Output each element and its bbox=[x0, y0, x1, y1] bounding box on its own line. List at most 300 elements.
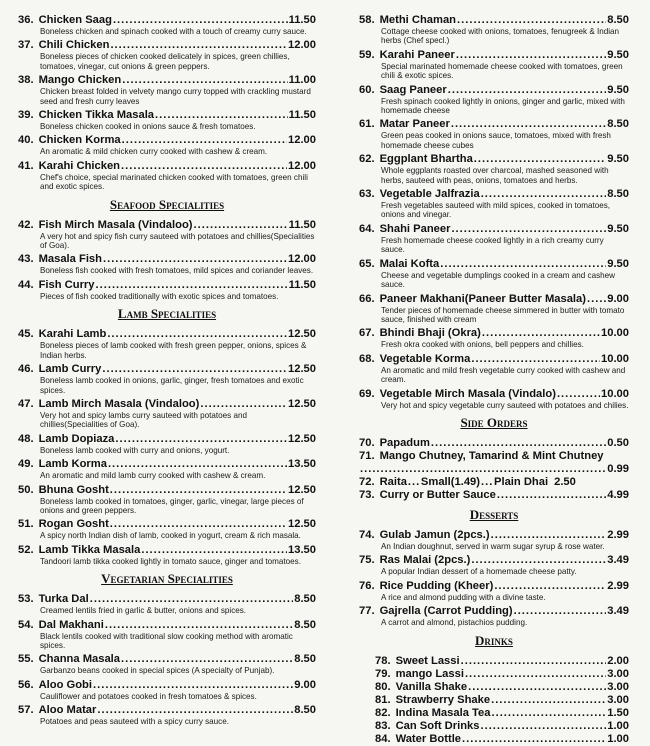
menu-item bbox=[359, 580, 629, 602]
menu-item bbox=[359, 655, 629, 668]
item-price: 8.50 bbox=[294, 653, 316, 666]
item-name: Masala Fish bbox=[38, 253, 102, 266]
leader-dots bbox=[494, 580, 606, 593]
item-number: 71. bbox=[359, 449, 375, 462]
item-number: 68. bbox=[359, 352, 375, 365]
menu-item bbox=[359, 668, 629, 681]
item-description: Cheese and vegetable dumplings cooked in a cream and cashew sauce. bbox=[381, 270, 615, 290]
item-price: 1.00 bbox=[607, 719, 629, 732]
item-price: 3.49 bbox=[607, 605, 629, 618]
item-description: Chef's choice, special marinated chicken cooked with tomatoes, green chili and exotic spices. bbox=[40, 172, 308, 192]
item-name: Vegetable Jalfrazia bbox=[379, 188, 480, 201]
menu-item bbox=[359, 388, 629, 410]
item-name: Chicken Korma bbox=[38, 134, 121, 147]
item-number: 54. bbox=[18, 618, 34, 631]
item-price: 3.49 bbox=[607, 554, 629, 567]
menu-item bbox=[359, 188, 629, 220]
menu-item bbox=[18, 134, 316, 156]
leader-dots bbox=[491, 529, 607, 542]
item-description: Pieces of fish cooked traditionally with exotic spices and tomatoes. bbox=[40, 291, 279, 301]
item-description: Tandoori lamb tikka cooked lightly in tomato sauce, ginger and tomatoes. bbox=[40, 556, 301, 566]
leader-dots bbox=[514, 605, 607, 618]
side-orders-heading: Side Orders bbox=[460, 414, 528, 430]
item-price: 4.99 bbox=[607, 488, 629, 501]
leader-dots bbox=[110, 518, 287, 531]
item-number: 66. bbox=[359, 292, 375, 305]
item-description: An aromatic and mild fresh vegetable curry cooked with cashew and cream. bbox=[381, 365, 626, 385]
leader-dots bbox=[200, 398, 287, 411]
item-number: 39. bbox=[18, 109, 34, 122]
item-price: 12.00 bbox=[288, 134, 316, 147]
item-name: Dal Makhani bbox=[38, 618, 104, 631]
item-price: 2.99 bbox=[607, 579, 629, 592]
menu-item bbox=[18, 363, 316, 395]
menu-item bbox=[18, 109, 316, 131]
item-price: 9.50 bbox=[607, 83, 629, 96]
item-name: Lamb Tikka Masala bbox=[38, 543, 141, 556]
item-price: 8.50 bbox=[294, 593, 316, 606]
item-price: 2.00 bbox=[607, 654, 629, 667]
menu-item bbox=[18, 74, 316, 106]
menu-item bbox=[18, 160, 316, 192]
item-number: 55. bbox=[18, 653, 34, 666]
item-price: 9.50 bbox=[607, 48, 629, 61]
item-price: 12.50 bbox=[288, 432, 316, 445]
item-name: Papadum bbox=[379, 436, 430, 449]
item-number: 82. bbox=[375, 706, 391, 719]
item-number: 72. bbox=[359, 475, 375, 488]
item-description: Garbanzo beans cooked in special spices (A specialty of Punjab). bbox=[40, 666, 275, 676]
item-description: Creamed lentils fried in garlic & butter, onions and spices. bbox=[40, 606, 247, 616]
raita-small-label: Small(1.49) bbox=[420, 475, 480, 488]
item-name: Indina Masala Tea bbox=[395, 706, 491, 719]
item-description: An aromatic & mild chicken curry cooked with cashew & cream. bbox=[40, 147, 268, 157]
item-price: 3.00 bbox=[607, 680, 629, 693]
item-number: 62. bbox=[359, 153, 375, 166]
item-price: 9.00 bbox=[294, 678, 316, 691]
menu-item bbox=[359, 118, 629, 150]
item-name: Shahi Paneer bbox=[379, 222, 451, 235]
item-number: 40. bbox=[18, 134, 34, 147]
item-name: Vanilla Shake bbox=[395, 680, 468, 693]
item-name: Mango Chutney, Tamarind & Mint Chutney bbox=[379, 449, 604, 462]
item-price: 2.50 bbox=[554, 475, 576, 488]
leader-dots bbox=[96, 279, 288, 292]
leader-dots bbox=[431, 437, 606, 450]
item-number: 69. bbox=[359, 387, 375, 400]
item-price: 8.50 bbox=[294, 704, 316, 717]
item-number: 81. bbox=[375, 693, 391, 706]
item-price: 8.50 bbox=[294, 618, 316, 631]
item-price: 0.99 bbox=[607, 462, 629, 475]
item-name: Karahi Paneer bbox=[379, 48, 455, 61]
vegetarian-continued-list bbox=[359, 14, 629, 410]
item-number: 50. bbox=[18, 483, 34, 496]
menu-item bbox=[18, 544, 316, 566]
menu-item bbox=[18, 619, 316, 651]
item-number: 79. bbox=[375, 667, 391, 680]
leader-dots bbox=[480, 720, 606, 733]
item-number: 64. bbox=[359, 222, 375, 235]
item-name: Chicken Saag bbox=[38, 14, 112, 26]
leader-dots bbox=[93, 679, 293, 692]
leader-dots bbox=[113, 14, 288, 27]
leader-dots bbox=[451, 118, 606, 131]
item-price: 12.50 bbox=[288, 363, 316, 376]
item-name: Bhuna Gosht bbox=[38, 483, 109, 496]
item-price: 11.50 bbox=[288, 218, 316, 231]
leader-dots bbox=[465, 668, 606, 681]
leader-dots bbox=[468, 681, 606, 694]
item-description: Green peas cooked in onions sauce, tomatoes, mixed with fresh homemade cheese cubes bbox=[381, 131, 611, 150]
item-price: 10.00 bbox=[601, 327, 629, 340]
menu-item bbox=[18, 433, 316, 455]
item-number: 52. bbox=[18, 543, 34, 556]
item-number: 42. bbox=[18, 218, 34, 231]
item-name: Rogan Gosht bbox=[38, 518, 109, 531]
item-description: Boneless lamb cooked in tomatoes, ginger, garlic, vinegar, large pieces of onions and green peppers. bbox=[40, 496, 304, 515]
item-name: Gulab Jamun (2pcs.) bbox=[379, 528, 490, 541]
menu-item bbox=[359, 353, 629, 385]
menu-item bbox=[359, 14, 629, 46]
leader-dots bbox=[457, 14, 606, 27]
leader-dots bbox=[587, 293, 606, 306]
leader-dots bbox=[110, 484, 287, 497]
item-price: 12.50 bbox=[288, 518, 316, 531]
lamb-list bbox=[18, 328, 316, 566]
item-name: Saag Paneer bbox=[379, 83, 447, 96]
item-number: 58. bbox=[359, 14, 375, 26]
item-name: Channa Masala bbox=[38, 653, 121, 666]
item-name: Malai Kofta bbox=[379, 257, 440, 270]
item-name: Karahi Chicken bbox=[38, 159, 121, 172]
leader-dots bbox=[491, 694, 606, 707]
item-description: Fresh spinach cooked lightly in onions, ginger and garlic, mixed with homemade cheese bbox=[381, 96, 625, 116]
menu-item bbox=[18, 704, 316, 726]
vegetarian-list bbox=[18, 593, 316, 726]
item-number: 48. bbox=[18, 432, 34, 445]
item-name: Lamb Dopiaza bbox=[38, 432, 115, 445]
item-name: Sweet Lassi bbox=[395, 654, 460, 667]
leader-dots bbox=[122, 134, 287, 147]
item-name: Lamb Korma bbox=[38, 458, 107, 471]
item-description: Fresh vegetables sauteed with mild spices, cooked in tomatoes, onions and vinegar. bbox=[381, 201, 610, 220]
leader-dots bbox=[408, 476, 420, 489]
item-name: mango Lassi bbox=[395, 667, 464, 680]
menu-item bbox=[359, 554, 629, 576]
menu-item bbox=[359, 293, 629, 325]
leader-dots bbox=[471, 353, 600, 366]
menu-item bbox=[18, 398, 316, 430]
item-price: 9.50 bbox=[607, 257, 629, 270]
leader-dots bbox=[155, 109, 288, 122]
item-description: Whole eggplants roasted over charcoal, mashed seasoned with herbs, sauteed with peas, onions, tomatoes and herbs. bbox=[381, 166, 609, 185]
desserts-heading: Desserts bbox=[469, 506, 519, 522]
item-description: Boneless pieces of chicken cooked delicately in spices, green chillies, tomatoes, vinegar, cut onions & green peppers. bbox=[40, 52, 290, 71]
item-name: Chicken Tikka Masala bbox=[38, 109, 155, 122]
item-description: Tender pieces of homemade cheese simmered in butter with tomato sauce, finished with cream bbox=[381, 305, 625, 324]
lamb-heading: Lamb Specialities bbox=[117, 306, 217, 322]
item-name: Strawberry Shake bbox=[395, 693, 491, 706]
item-description: Boneless pieces of lamb cooked with fresh green pepper, onions, spices & Indian herbs. bbox=[40, 341, 307, 360]
item-number: 59. bbox=[359, 48, 375, 61]
item-description: Boneless lamb cooked with curry and onions, yogurt. bbox=[40, 445, 230, 455]
item-price: 12.00 bbox=[288, 159, 316, 172]
menu-item bbox=[18, 518, 316, 540]
item-name: Fish Mirch Masala (Vindaloo) bbox=[38, 218, 193, 231]
item-description: Very hot and spicy lambs curry sauteed with potatoes and chillies(Specialities of Goa). bbox=[40, 410, 247, 430]
leader-dots bbox=[121, 160, 287, 173]
item-name: Turka Dal bbox=[38, 593, 89, 606]
item-price: 3.00 bbox=[607, 667, 629, 680]
item-description: Potatoes and peas sauteed with a spicy curry sauce. bbox=[40, 717, 229, 727]
leader-dots bbox=[462, 733, 606, 746]
menu-item bbox=[359, 49, 629, 81]
item-number: 76. bbox=[359, 579, 375, 592]
drinks-heading: Drinks bbox=[475, 632, 513, 648]
menu-item bbox=[18, 14, 316, 36]
item-name: Mango Chicken bbox=[38, 74, 122, 87]
menu-item bbox=[18, 458, 316, 480]
leader-dots bbox=[110, 39, 287, 52]
item-price: 13.50 bbox=[288, 543, 316, 556]
menu-item bbox=[359, 84, 629, 116]
item-number: 65. bbox=[359, 257, 375, 270]
item-price: 11.50 bbox=[288, 278, 316, 291]
item-name: Eggplant Bhartha bbox=[379, 153, 473, 166]
leader-dots bbox=[448, 84, 606, 97]
menu-item bbox=[18, 39, 316, 71]
item-price: 12.50 bbox=[288, 483, 316, 496]
leader-dots bbox=[482, 327, 600, 340]
item-name: Can Soft Drinks bbox=[395, 719, 480, 732]
item-price: 11.00 bbox=[288, 74, 316, 87]
leader-dots bbox=[471, 554, 606, 567]
item-name: Methi Chaman bbox=[379, 14, 457, 26]
menu-item bbox=[18, 679, 316, 701]
drinks-list bbox=[359, 655, 629, 746]
leader-dots bbox=[103, 253, 287, 266]
leader-dots bbox=[481, 188, 607, 201]
item-number: 38. bbox=[18, 74, 34, 87]
leader-dots bbox=[360, 463, 606, 476]
item-number: 56. bbox=[18, 678, 34, 691]
item-price: 9.50 bbox=[607, 222, 629, 235]
item-name: Gajrella (Carrot Pudding) bbox=[379, 605, 513, 618]
menu-item bbox=[359, 733, 629, 746]
item-description: Boneless chicken cooked in onions sauce & fresh tomatoes. bbox=[40, 122, 256, 132]
menu-item bbox=[359, 223, 629, 255]
menu-item bbox=[359, 681, 629, 694]
item-name: Aloo Gobi bbox=[38, 678, 93, 691]
side-orders-list bbox=[359, 437, 629, 502]
menu-item bbox=[18, 653, 316, 675]
item-price: 1.50 bbox=[607, 706, 629, 719]
menu-item bbox=[359, 258, 629, 290]
leader-dots bbox=[440, 258, 606, 271]
leader-dots bbox=[105, 619, 293, 632]
leader-dots bbox=[461, 655, 607, 668]
item-number: 43. bbox=[18, 253, 34, 266]
seafood-heading: Seafood Specialities bbox=[109, 196, 225, 212]
item-description: Special marinated homemade cheese cooked with tomatoes, green chili & exotic spices. bbox=[381, 61, 623, 81]
item-description: Cauliflower and potatoes cooked in fresh tomatoes & spices. bbox=[40, 691, 257, 701]
menu-item bbox=[18, 593, 316, 615]
menu-item bbox=[18, 219, 316, 251]
item-description: Black lentils cooked with traditional slow cooking method with aromatic spices. bbox=[40, 631, 293, 650]
item-number: 36. bbox=[18, 14, 34, 26]
menu-item-chutney bbox=[359, 450, 629, 476]
leader-dots bbox=[121, 653, 293, 666]
menu-item bbox=[359, 327, 629, 349]
item-description: Fresh okra cooked with onions, bell peppers and chillies. bbox=[381, 340, 584, 350]
item-price: 8.50 bbox=[607, 14, 629, 26]
raita-plain-label: Plain Dhai bbox=[494, 475, 549, 488]
menu-item bbox=[18, 328, 316, 360]
item-name: Fish Curry bbox=[38, 278, 95, 291]
item-description: A spicy north Indian dish of lamb, cooked in yogurt, cream & rich masala. bbox=[40, 531, 301, 541]
item-number: 61. bbox=[359, 118, 375, 131]
menu-item-curry-sauce bbox=[359, 489, 629, 502]
item-description: Very hot and spicy vegetable curry sauteed with potatoes and chilies. bbox=[381, 400, 629, 410]
item-number: 67. bbox=[359, 327, 375, 340]
item-name: Lamb Mirch Masala (Vindaloo) bbox=[38, 397, 200, 410]
item-name: Aloo Matar bbox=[38, 704, 97, 717]
menu-item bbox=[18, 253, 316, 275]
menu-item bbox=[18, 484, 316, 516]
right-column bbox=[359, 14, 629, 746]
item-number: 73. bbox=[359, 488, 375, 501]
item-price: 8.50 bbox=[607, 188, 629, 201]
item-name: Vegetable Mirch Masala (Vindalo) bbox=[379, 387, 556, 400]
item-name: Lamb Curry bbox=[38, 363, 102, 376]
leader-dots bbox=[557, 388, 600, 401]
menu-item-raita bbox=[359, 476, 629, 489]
menu-item bbox=[18, 279, 316, 301]
menu-item bbox=[359, 605, 629, 627]
item-number: 53. bbox=[18, 593, 34, 606]
menu-item bbox=[359, 720, 629, 733]
leader-dots bbox=[451, 223, 606, 236]
item-name: Rice Pudding (Kheer) bbox=[379, 579, 494, 592]
item-number: 45. bbox=[18, 328, 34, 341]
item-number: 83. bbox=[375, 719, 391, 732]
item-description: Boneless lamb cooked in onions, garlic, ginger, fresh tomatoes and exotic spices. bbox=[40, 376, 304, 395]
leader-dots bbox=[481, 476, 493, 489]
item-name: Ras Malai (2pcs.) bbox=[379, 554, 471, 567]
menu-item bbox=[359, 707, 629, 720]
left-column bbox=[18, 14, 316, 730]
leader-dots bbox=[107, 328, 287, 341]
item-price: 10.00 bbox=[601, 387, 629, 400]
item-price: 1.00 bbox=[607, 732, 629, 745]
item-name: Bhindi Bhaji (Okra) bbox=[379, 327, 481, 340]
item-description: An Indian doughnut, served in warm sugar syrup & rose water. bbox=[381, 541, 605, 551]
item-number: 46. bbox=[18, 363, 34, 376]
item-description: A popular Indian dessert of a homemade cheese patty. bbox=[381, 567, 577, 577]
leader-dots bbox=[90, 593, 294, 606]
leader-dots bbox=[97, 704, 293, 717]
item-price: 0.50 bbox=[607, 436, 629, 449]
item-number: 37. bbox=[18, 39, 34, 52]
item-description: A carrot and almond, pistachios pudding. bbox=[381, 618, 528, 628]
item-name: Karahi Lamb bbox=[38, 328, 107, 341]
item-number: 74. bbox=[359, 528, 375, 541]
leader-dots bbox=[456, 49, 606, 62]
seafood-list bbox=[18, 219, 316, 302]
item-number: 57. bbox=[18, 704, 34, 717]
item-description: A rice and almond pudding with a divine taste. bbox=[381, 592, 546, 602]
item-price: 12.00 bbox=[288, 39, 316, 52]
leader-dots bbox=[141, 544, 287, 557]
item-number: 63. bbox=[359, 188, 375, 201]
item-price: 12.50 bbox=[288, 397, 316, 410]
item-number: 70. bbox=[359, 436, 375, 449]
item-number: 41. bbox=[18, 159, 34, 172]
leader-dots bbox=[497, 489, 606, 502]
desserts-list bbox=[359, 529, 629, 628]
item-name: Chili Chicken bbox=[38, 39, 110, 52]
item-description: Boneless chicken and spinach cooked with a touch of creamy curry sauce. bbox=[40, 27, 307, 36]
item-price: 10.00 bbox=[601, 352, 629, 365]
item-number: 84. bbox=[375, 732, 391, 745]
item-name: Curry or Butter Sauce bbox=[379, 488, 496, 501]
item-number: 77. bbox=[359, 605, 375, 618]
item-number: 80. bbox=[375, 680, 391, 693]
item-description: Fresh homemade cheese cooked lightly in a rich creamy curry sauce. bbox=[381, 235, 604, 255]
item-price: 2.99 bbox=[607, 528, 629, 541]
item-price: 11.50 bbox=[288, 14, 316, 26]
item-name: Vegetable Korma bbox=[379, 352, 471, 365]
item-price: 9.50 bbox=[607, 153, 629, 166]
item-price: 12.00 bbox=[288, 253, 316, 266]
item-number: 60. bbox=[359, 83, 375, 96]
menu-item bbox=[359, 529, 629, 551]
item-price: 8.50 bbox=[607, 118, 629, 131]
item-price: 9.00 bbox=[607, 292, 629, 305]
item-name: Paneer Makhani(Paneer Butter Masala) bbox=[379, 292, 586, 305]
leader-dots bbox=[122, 74, 287, 87]
item-name: Raita bbox=[379, 475, 407, 488]
item-number: 78. bbox=[375, 654, 391, 667]
vegetarian-heading: Vegetarian Specialities bbox=[101, 571, 233, 587]
item-number: 49. bbox=[18, 458, 34, 471]
leader-dots bbox=[115, 433, 287, 446]
leader-dots bbox=[194, 219, 288, 232]
item-number: 75. bbox=[359, 554, 375, 567]
leader-dots bbox=[474, 153, 606, 166]
item-price: 12.50 bbox=[288, 328, 316, 341]
item-price: 11.50 bbox=[288, 109, 316, 122]
item-price: 3.00 bbox=[607, 693, 629, 706]
item-number: 51. bbox=[18, 518, 34, 531]
item-description: An aromatic and mild lamb curry cooked with cashew & cream. bbox=[40, 471, 266, 481]
item-description: A very hot and spicy fish curry sauteed with potatoes and chillies(Specialities of Goa). bbox=[40, 231, 315, 251]
leader-dots bbox=[491, 707, 606, 720]
leader-dots bbox=[102, 363, 287, 376]
menu-item-papadum bbox=[359, 437, 629, 450]
item-description: Cottage cheese cooked with onions, tomatoes, fenugreek & Indian herbs (Chef specl.) bbox=[381, 27, 620, 46]
menu-item bbox=[359, 694, 629, 707]
item-price: 13.50 bbox=[288, 458, 316, 471]
item-name: Matar Paneer bbox=[379, 118, 450, 131]
top-items-list bbox=[18, 14, 316, 192]
item-number: 47. bbox=[18, 397, 34, 410]
item-description: Chicken breast folded in velvety mango curry topped with crackling mustard seed and fresh curry leaves bbox=[40, 87, 311, 106]
menu-item bbox=[359, 153, 629, 185]
item-name: Water Bottle bbox=[395, 732, 462, 745]
item-number: 44. bbox=[18, 278, 34, 291]
